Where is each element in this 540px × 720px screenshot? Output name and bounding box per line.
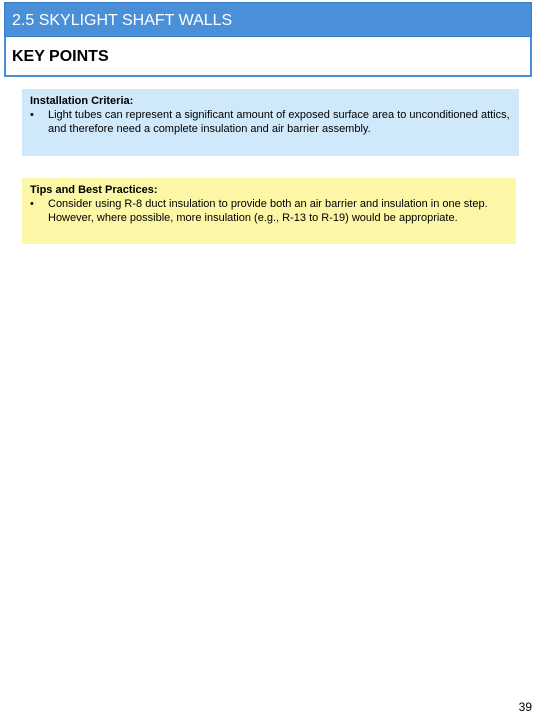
- installation-criteria-heading: Installation Criteria:: [30, 95, 134, 107]
- installation-criteria-item: [30, 108, 511, 136]
- tips-best-practices-text: Consider using R-8 duct insulation to provide both an air barrier and insulation in one step. However, where possible, more insulation (e.g., R-13 to R-19) would be appropriate.: [48, 198, 488, 224]
- tips-best-practices-item: [30, 197, 508, 225]
- bullet-icon: •: [30, 198, 34, 210]
- page-number: 39: [518, 700, 532, 714]
- installation-criteria-box: [22, 89, 519, 156]
- tips-best-practices-heading: Tips and Best Practices:: [30, 184, 158, 196]
- bullet-icon: •: [30, 109, 34, 121]
- tips-best-practices-box: [22, 178, 516, 244]
- installation-criteria-text: Light tubes can represent a significant amount of exposed surface area to unconditioned attics, and therefore need a complete insulation and air barrier assembly.: [48, 109, 510, 135]
- section-title: 2.5 SKYLIGHT SHAFT WALLS: [4, 2, 532, 37]
- key-points-heading: KEY POINTS: [4, 37, 532, 77]
